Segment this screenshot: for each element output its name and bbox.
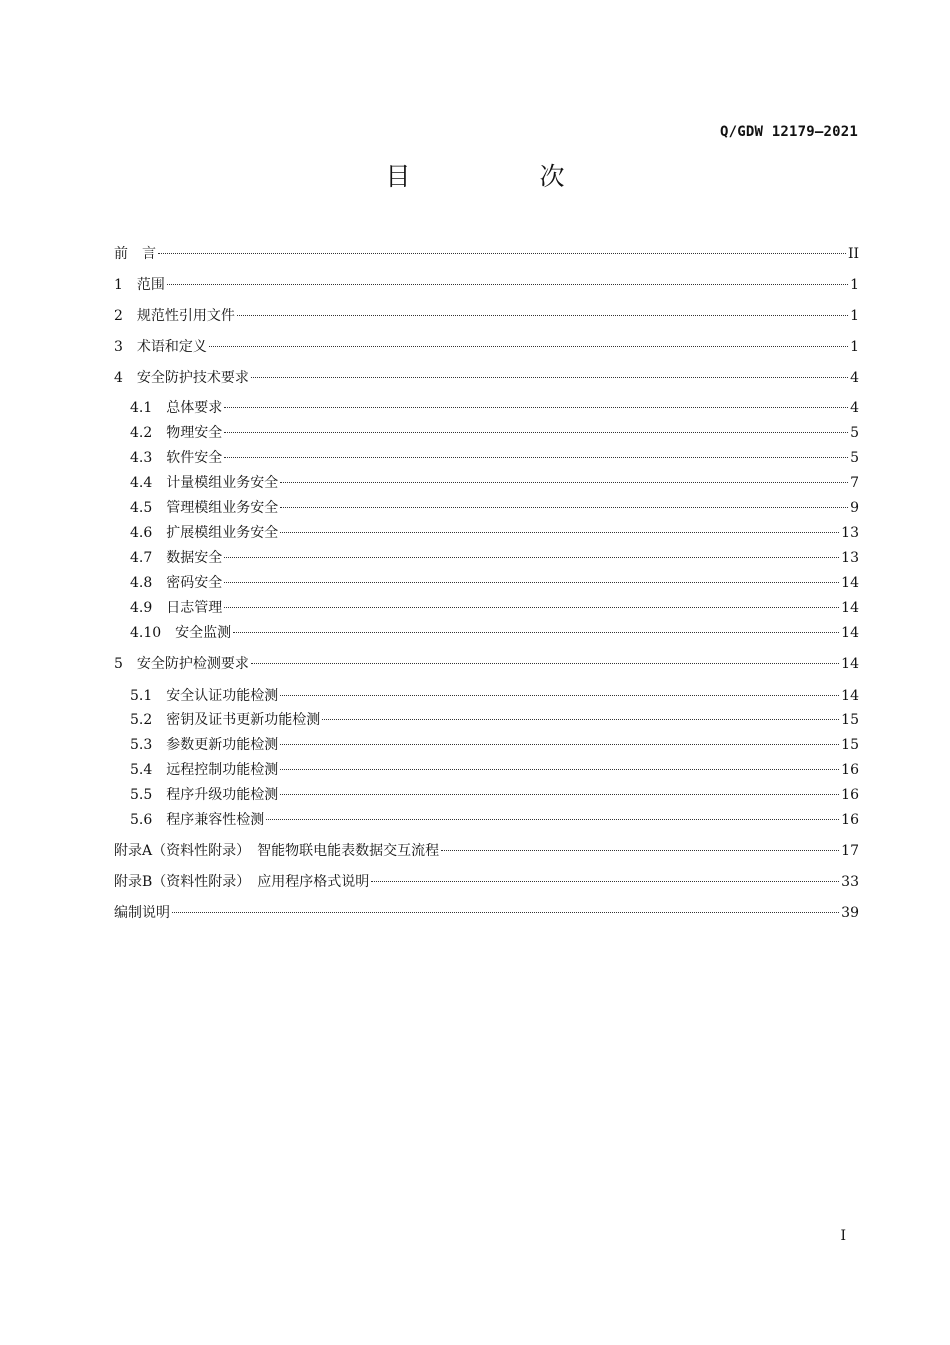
toc-entry[interactable] [114,654,859,674]
toc-entry-title: 计量模组业务安全 [166,475,279,491]
toc-dot-leader [280,794,839,795]
toc-entry-number: 4.10 [130,625,176,641]
toc-entry-page: 4 [850,370,859,386]
toc-entry-page: 5 [850,450,859,466]
toc-entry[interactable] [130,548,859,568]
toc-dot-leader [280,482,848,483]
toc-entry-page: 15 [841,737,859,753]
toc-entry-page: 1 [850,339,859,355]
toc-entry-page: 14 [841,600,859,616]
toc-entry-page: 4 [850,400,859,416]
toc-dot-leader [280,532,839,533]
toc-entry[interactable] [130,498,859,518]
toc-entry-page: 14 [841,575,859,591]
toc-entry-number: 5.1 [130,688,167,704]
toc-entry-number: 4 [114,370,137,386]
toc-entry[interactable] [130,523,859,543]
toc-entry-title: 总体要求 [166,400,223,416]
toc-entry[interactable] [130,573,859,593]
toc-entry-page: 14 [841,688,859,704]
toc-entry[interactable] [114,903,859,923]
toc-entry-number: 4.5 [130,500,167,516]
toc-entry-title: 密码安全 [166,575,223,591]
toc-entry[interactable] [114,841,859,861]
toc-entry[interactable] [114,368,859,388]
toc-entry-page: II [847,246,859,262]
toc-entry-page: 9 [850,500,859,516]
toc-entry[interactable] [130,623,859,643]
toc-dot-leader [441,850,839,851]
toc-entry-title: 规范性引用文件 [136,308,235,324]
toc-dot-leader [280,507,848,508]
toc-entry-title: 范围 [136,277,165,293]
toc-entry-page: 1 [850,277,859,293]
toc-entry[interactable] [130,735,859,755]
toc-entry[interactable] [114,306,859,326]
toc-entry-title: 扩展模组业务安全 [166,525,279,541]
toc-entry-title: 安全防护技术要求 [136,370,249,386]
toc-entry[interactable] [130,710,859,730]
toc-dot-leader [224,607,839,608]
toc-entry[interactable] [130,423,859,443]
toc-entry-number: 5.3 [130,737,167,753]
toc-entry-page: 17 [841,843,859,859]
toc-dot-leader [280,744,839,745]
page-number: I [840,1228,846,1244]
toc-entry-title: 编制说明 [114,905,170,921]
toc-entry-title: 管理模组业务安全 [166,500,279,516]
toc-entry-title: 术语和定义 [136,339,207,355]
toc-dot-leader [251,663,839,664]
toc-entry-number: 4.8 [130,575,167,591]
toc-entry-number: 4.3 [130,450,167,466]
toc-entry-title: 数据安全 [166,550,223,566]
toc-entry-page: 16 [841,762,859,778]
toc-entry-title: 智能物联电能表数据交互流程 [257,843,440,859]
toc-entry-title: 软件安全 [166,450,223,466]
toc-entry-title: 程序升级功能检测 [166,787,279,803]
toc-entry[interactable] [130,686,859,706]
toc-entry-page: 7 [850,475,859,491]
toc-dot-leader [167,284,848,285]
toc-entry[interactable] [114,337,859,357]
toc-entry[interactable] [114,244,859,264]
toc-entry-number: 1 [114,277,137,293]
toc-entry-number: 附录B（资料性附录） [114,874,258,890]
toc-dot-leader [224,557,839,558]
toc-entry[interactable] [130,398,859,418]
toc-entry-page: 13 [841,525,859,541]
doc-code: Q/GDW 12179—2021 [719,124,858,140]
toc-dot-leader [158,253,846,254]
toc-dot-leader [224,432,848,433]
toc-dot-leader [266,819,839,820]
toc-entry-number: 5.4 [130,762,167,778]
toc-dot-leader [224,457,848,458]
toc-entry-page: 16 [841,812,859,828]
toc-entry[interactable] [130,785,859,805]
toc-entry-page: 5 [850,425,859,441]
toc-entry-number: 4.7 [130,550,167,566]
toc-entry-number: 5.6 [130,812,167,828]
toc-entry-title: 安全监测 [175,625,232,641]
toc-entry-title: 应用程序格式说明 [257,874,370,890]
toc-entry-number: 4.1 [130,400,167,416]
toc-entry-number: 3 [114,339,137,355]
toc-entry-page: 16 [841,787,859,803]
toc-entry-number: 4.4 [130,475,167,491]
toc-entry-title: 密钥及证书更新功能检测 [166,712,321,728]
toc-entry-number: 4.6 [130,525,167,541]
toc-dot-leader [224,407,848,408]
toc-entry-number: 4.9 [130,600,167,616]
toc-dot-leader [237,315,848,316]
toc-dot-leader [233,632,839,633]
toc-entry-title: 程序兼容性检测 [166,812,265,828]
toc-dot-leader [224,582,839,583]
toc-entry-number: 4.2 [130,425,167,441]
toc-entry-number: 附录A（资料性附录） [114,843,258,859]
toc-entry-title: 日志管理 [166,600,223,616]
toc-dot-leader [209,346,848,347]
toc-entry[interactable] [130,598,859,618]
toc-dot-leader [280,695,839,696]
page-title: 目 次 [385,162,617,191]
toc-entry-number: 5 [114,656,137,672]
toc-dot-leader [371,881,839,882]
toc-entry-page: 13 [841,550,859,566]
toc-entry-page: 39 [841,905,859,921]
toc-dot-leader [280,769,839,770]
toc-entry[interactable] [130,810,859,830]
toc-entry[interactable] [114,275,859,295]
toc-entry-number: 5.5 [130,787,167,803]
toc-entry-title: 参数更新功能检测 [166,737,279,753]
toc-entry-page: 15 [841,712,859,728]
toc-entry-page: 33 [841,874,859,890]
toc-dot-leader [251,377,848,378]
toc-dot-leader [172,912,839,913]
toc-entry-page: 1 [850,308,859,324]
toc-entry[interactable] [114,872,859,892]
toc-dot-leader [322,719,839,720]
toc-entry-number: 5.2 [130,712,167,728]
toc-entry-title: 远程控制功能检测 [166,762,279,778]
toc-entry[interactable] [130,448,859,468]
toc-entry-number: 2 [114,308,137,324]
toc-entry-title: 安全认证功能检测 [166,688,279,704]
toc-entry-page: 14 [841,656,859,672]
toc-entry-number: 前 言 [114,246,156,262]
toc-entry[interactable] [130,473,859,493]
toc-entry[interactable] [130,760,859,780]
toc-entry-page: 14 [841,625,859,641]
toc-entry-title: 物理安全 [166,425,223,441]
toc-entry-title: 安全防护检测要求 [136,656,249,672]
